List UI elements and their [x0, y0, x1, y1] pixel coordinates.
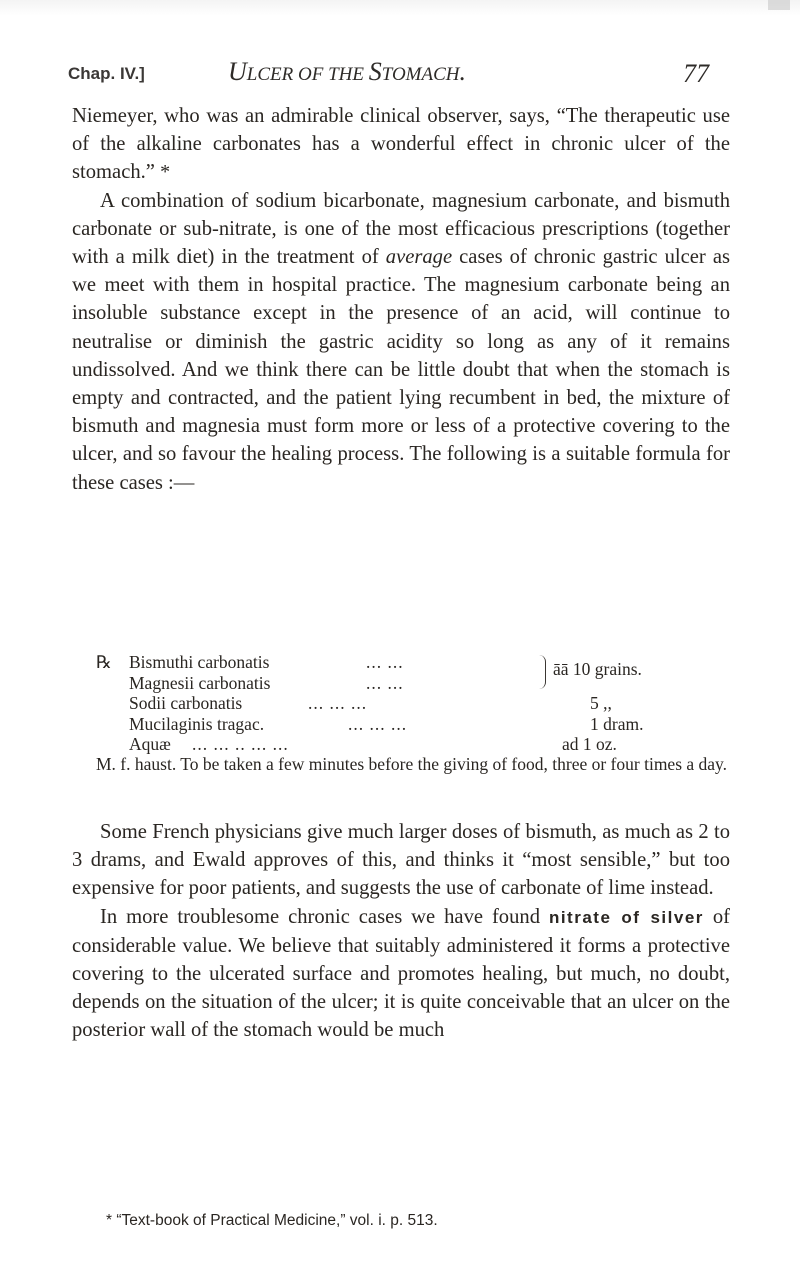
paragraph-text: of considerable value. We believe that suitably administered it forms a protective covering to the ulcerated surface and promotes healing, but much, no doubt, depends on the situation of the ulcer; it is quite conceivable that an ulcer on the posterior wall of the stomach would be much — [72, 905, 731, 1042]
ingredient-amount: 5 ,, — [590, 693, 612, 713]
emphasis-text: average — [385, 246, 453, 269]
running-title — [228, 57, 466, 87]
curly-brace — [539, 655, 546, 689]
bold-drug-name: nitrate of silver — [548, 907, 704, 927]
paragraph-text: A combination of sodium bicarbonate, magnesium carbonate, and bismuth carbonate or sub-nitrate, is one of the most efficacious prescriptions (together with a milk diet) in the treatment of — [72, 189, 730, 269]
ingredient-amount: ad 1 oz. — [562, 734, 617, 754]
leader-dots: ... ... .. ... ... — [192, 734, 289, 754]
footnote: * “Text-book of Practical Medicine,” vol. i. p. 513. — [106, 1212, 438, 1229]
formula-row — [96, 652, 742, 673]
title-part: . — [459, 57, 466, 86]
chapter-label: Chap. IV.] — [68, 64, 145, 83]
prescription-formula — [96, 652, 742, 755]
rx-symbol: ℞ — [96, 652, 112, 672]
running-head — [68, 57, 730, 97]
paragraph-text: Niemeyer, who was an admirable clinical observer, says, “The therapeutic use of the alkaline carbonates has a wonderful effect in chronic ulcer of the stomach.” — [72, 105, 730, 184]
leader-dots: ... ... ... — [308, 693, 368, 713]
paragraph-combination — [72, 187, 730, 497]
title-part: OF — [297, 64, 324, 85]
ingredient-name: Bismuthi carbonatis — [129, 652, 270, 672]
footnote-marker: * — [160, 161, 171, 184]
ingredient-name: Sodii carbonatis — [129, 693, 243, 713]
page-number: 77 — [683, 59, 709, 88]
ingredient-name: Aquæ — [129, 734, 171, 754]
formula-row — [96, 714, 742, 735]
formula-row — [96, 734, 742, 755]
leader-dots: ... ... — [366, 652, 404, 672]
paragraph-nitrate-silver — [72, 903, 730, 1045]
formula-row — [96, 673, 742, 694]
brace-dose-label: āā 10 grains. — [553, 659, 642, 679]
paragraph-text: cases of chronic gastric ulcer as we meet with them in hospital practice. The magnesium carbonate being an insoluble substance except in the presence of an acid, will continue to neutralise or diminish the gastric acidity so long as any of it remains undissolved. And we think there can be little doubt that when the stomach is empty and contracted, and the patient lying recumbent in bed, the mixture of bismuth and magnesia must form more or less of a protective covering to the ulcer, and so favour the healing process. The following is a suitable formula for these cases :— — [72, 246, 730, 494]
body-text-upper — [72, 102, 730, 497]
paragraph-niemeyer-quote — [72, 102, 730, 187]
leader-dots: ... ... — [366, 672, 404, 693]
prescription-directions: M. f. haust. To be taken a few minutes before the giving of food, three or four times a day. — [96, 754, 728, 774]
ingredient-name: Mucilaginis tragac. — [129, 713, 265, 734]
title-part: LCER — [246, 64, 294, 85]
scan-edge-mark — [0, 0, 800, 16]
title-part: U — [228, 57, 247, 86]
paragraph-text: In more troublesome chronic cases we have found — [100, 905, 549, 928]
title-part: THE — [328, 64, 364, 85]
title-part: S — [368, 57, 382, 86]
formula-row — [96, 693, 742, 714]
ingredient-amount: 1 dram. — [590, 713, 644, 734]
title-part: TOMACH — [381, 64, 460, 85]
paragraph-french-physicians: Some French physicians give much larger doses of bismuth, as much as 2 to 3 drams, and Ewald approves of this, and thinks it “most sensible,” but too expensive for poor patients, and suggests the use of carbonate of lime instead. — [72, 821, 730, 900]
body-text-lower — [72, 818, 730, 1045]
scan-smudge — [768, 0, 790, 10]
leader-dots: ... ... ... — [348, 713, 408, 734]
ingredient-name: Magnesii carbonatis — [129, 672, 271, 693]
